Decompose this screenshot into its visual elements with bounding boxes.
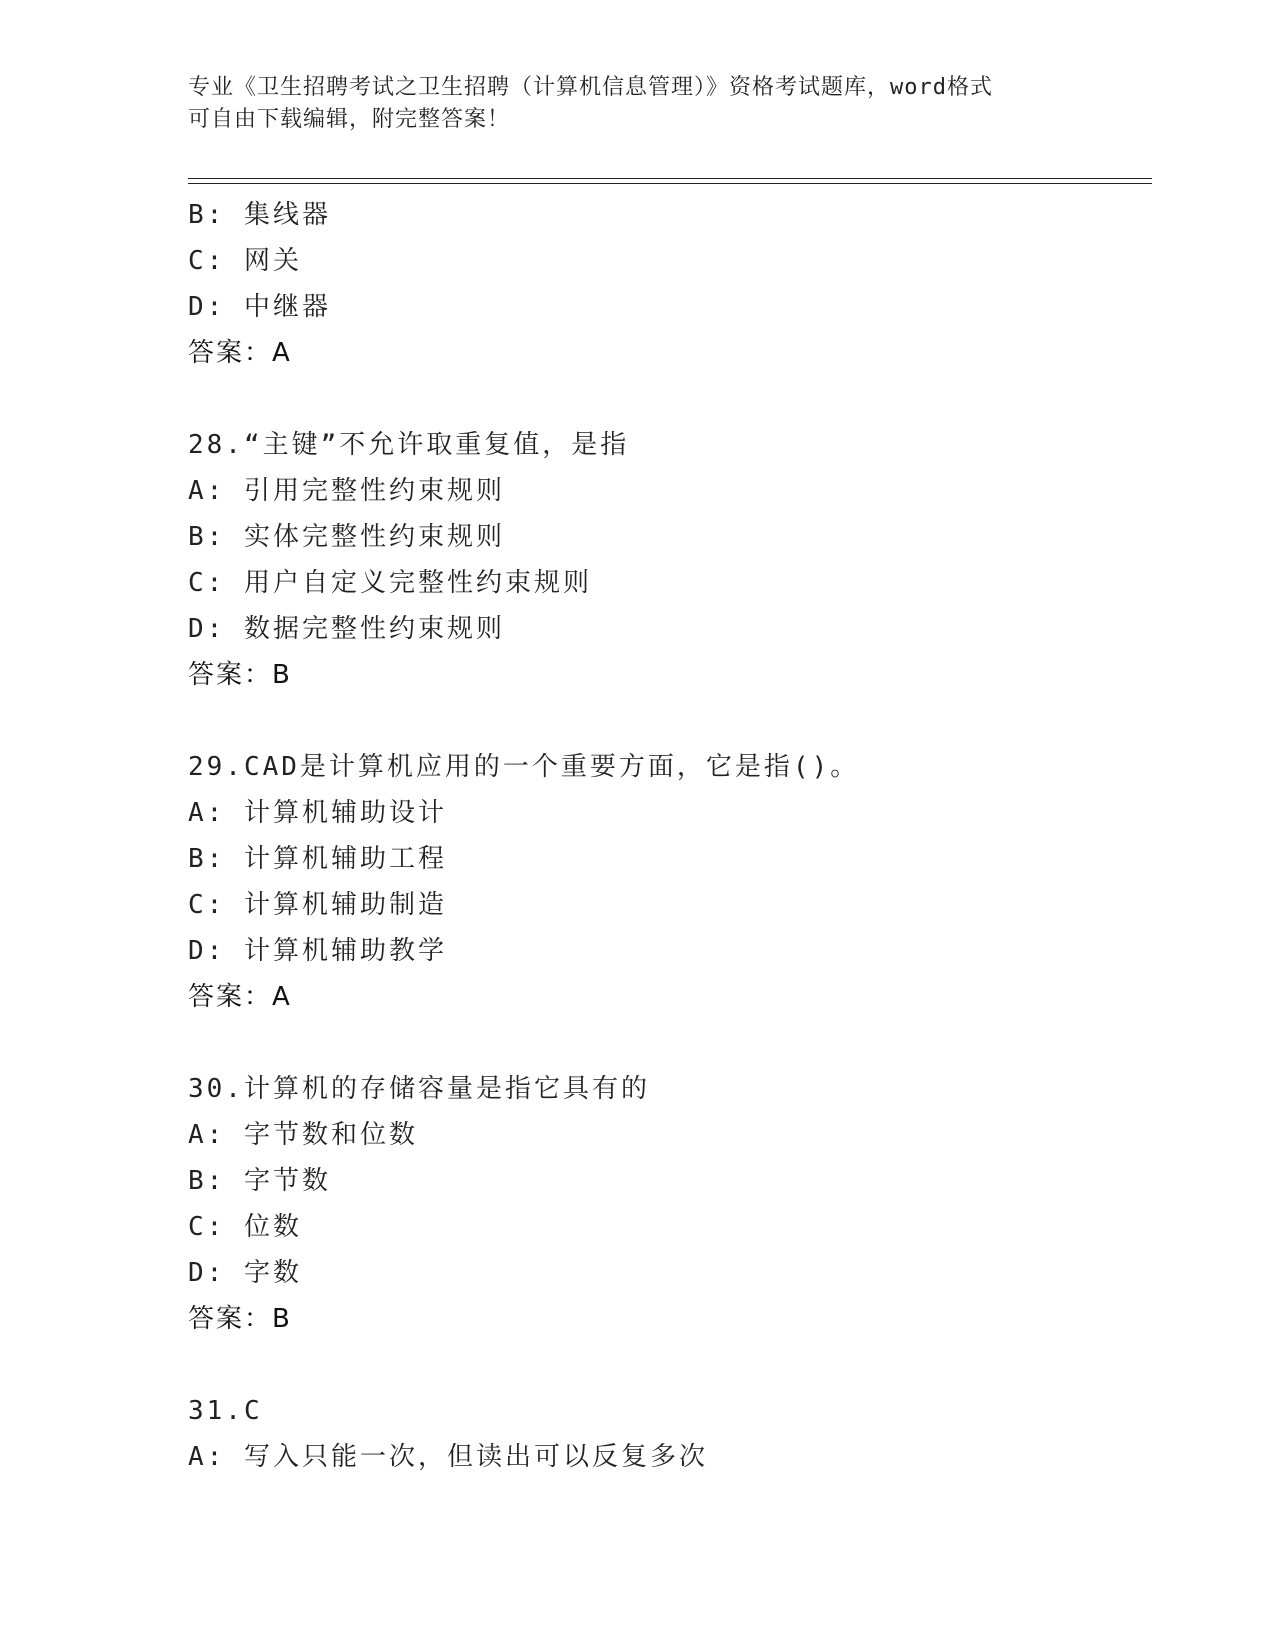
option-d: D: 中继器	[188, 292, 331, 322]
option-b: B: 字节数	[188, 1166, 331, 1196]
document-header	[188, 72, 1088, 136]
question-text: 29.CAD是计算机应用的一个重要方面，它是指()。	[188, 752, 860, 782]
option-a: A: 引用完整性约束规则	[188, 476, 505, 506]
option-c: C: 计算机辅助制造	[188, 890, 447, 920]
question-text: 30.计算机的存储容量是指它具有的	[188, 1074, 650, 1104]
question-text: 31.C	[188, 1396, 263, 1426]
question-block-31	[188, 1388, 1148, 1480]
header-line-2: 可自由下载编辑，附完整答案！	[188, 107, 511, 132]
option-a: A: 字节数和位数	[188, 1120, 418, 1150]
spacer	[188, 698, 1148, 744]
answer-line: 答案：A	[188, 338, 292, 368]
header-line-1: 专业《卫生招聘考试之卫生招聘（计算机信息管理）》资格考试题库，word格式	[188, 75, 993, 100]
option-c: C: 网关	[188, 246, 302, 276]
spacer	[188, 1020, 1148, 1066]
option-d: D: 字数	[188, 1258, 302, 1288]
option-a: A: 计算机辅助设计	[188, 798, 447, 828]
option-c: C: 用户自定义完整性约束规则	[188, 568, 592, 598]
question-block-29	[188, 744, 1148, 1020]
option-a: A: 写入只能一次，但读出可以反复多次	[188, 1442, 708, 1472]
question-block-28	[188, 422, 1148, 698]
option-b: B: 实体完整性约束规则	[188, 522, 505, 552]
question-text: 28.“主键”不允许取重复值，是指	[188, 430, 630, 460]
option-b: B: 集线器	[188, 200, 331, 230]
header-divider-top	[188, 178, 1152, 179]
header-divider-bottom	[188, 183, 1152, 184]
option-c: C: 位数	[188, 1212, 302, 1242]
spacer	[188, 376, 1148, 422]
question-block-27	[188, 192, 1148, 376]
spacer	[188, 1342, 1148, 1388]
question-list	[188, 192, 1148, 1480]
answer-line: 答案：B	[188, 660, 292, 690]
answer-line: 答案：A	[188, 982, 292, 1012]
question-block-30	[188, 1066, 1148, 1342]
option-d: D: 数据完整性约束规则	[188, 614, 505, 644]
option-d: D: 计算机辅助教学	[188, 936, 447, 966]
answer-line: 答案：B	[188, 1304, 292, 1334]
option-b: B: 计算机辅助工程	[188, 844, 447, 874]
